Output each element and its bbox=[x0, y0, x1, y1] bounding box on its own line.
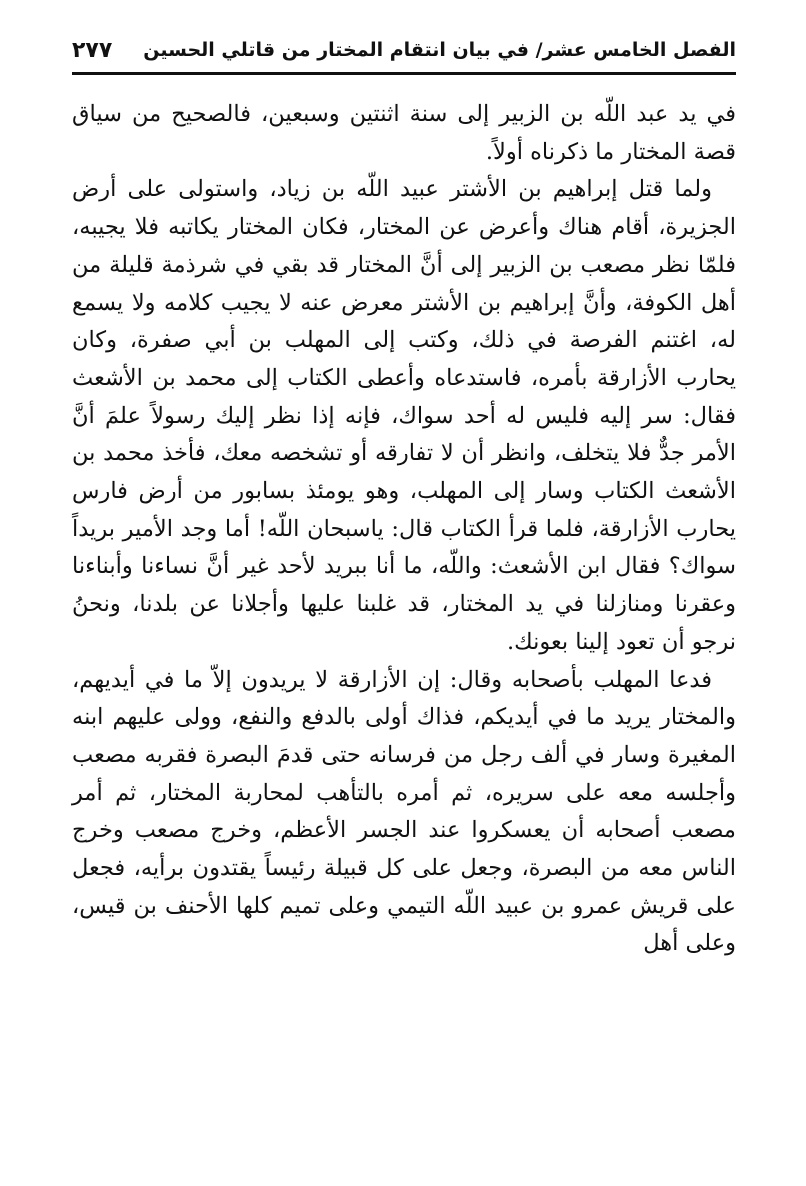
chapter-title: الفصل الخامس عشر/ في بيان انتقام المختار من قاتلي الحسين bbox=[143, 39, 736, 61]
paragraph-1: في يد عبد اللّه بن الزبير إلى سنة اثنتين وسبعين، فالصحيح من سياق قصة المختار ما ذكرناه أولاً. bbox=[72, 101, 736, 165]
paragraph-2: ولما قتل إبراهيم بن الأشتر عبيد اللّه بن زياد، واستولى على أرض الجزيرة، أقام هناك وأعرض عن المختار، فكان المختار يكاتبه فلا يجيبه، فلمّا نظر مصعب بن الزبير إلى أنَّ المختار قد بقي في شرذمة قليلة من أهل الكوفة، وأنَّ إبراهيم بن الأشتر معرض عنه لا يجيب كلامه ولا يسمع له، اغتنم الفرصة في ذلك، وكتب إلى المهلب بن أبي صفرة، وكان يحارب الأزارقة بأمره، فاستدعاه وأعطى الكتاب إلى محمد بن الأشعث فقال: سر إليه فليس له أحد سواك، فإنه إذا نظر إليك رسولاً علمَ أنَّ الأمر جدٌّ فلا يتخلف، وانظر أن لا تفارقه أو تشخصه معك، فأخذ محمد بن الأشعث الكتاب وسار إلى المهلب، وهو يومئذ بسابور من أرض فارس يحارب الأزارقة، فلما قرأ الكتاب قال: ياسبحان اللّه! أما وجد الأمير بريداً سواك؟ فقال ابن الأشعث: واللّه، ما أنا ببريد لأحد غير أنَّ نساءنا وأبناءنا وعقرنا ومنازلنا في يد المختار، قد غلبنا عليها وأجلانا عن بلدنا، ونحنُ نرجو أن تعود إلينا بعونك. bbox=[72, 176, 736, 655]
body-text bbox=[72, 96, 736, 963]
paragraph-3: فدعا المهلب بأصحابه وقال: إن الأزارقة لا يريدون إلاّ ما في أيديهم، والمختار يريد ما في أيديكم، فذاك أولى بالدفع والنفع، وولى عليهم ابنه المغيرة وسار في ألف رجل من فرسانه حتى قدمَ البصرة فقربه مصعب وأجلسه معه على سريره، ثم أمره بالتأهب لمحاربة المختار، ثم أمر مصعب أصحابه أن يعسكروا عند الجسر الأعظم، وخرج مصعب وخرج الناس معه من البصرة، وجعل على كل قبيلة رئيساً يقتدون برأيه، فجعل على قريش عمرو بن عبيد اللّه التيمي وعلى تميم كلها الأحنف بن قيس، وعلى أهل bbox=[72, 666, 736, 957]
page-number: ٢٧٧ bbox=[72, 37, 113, 63]
running-header bbox=[72, 28, 736, 75]
